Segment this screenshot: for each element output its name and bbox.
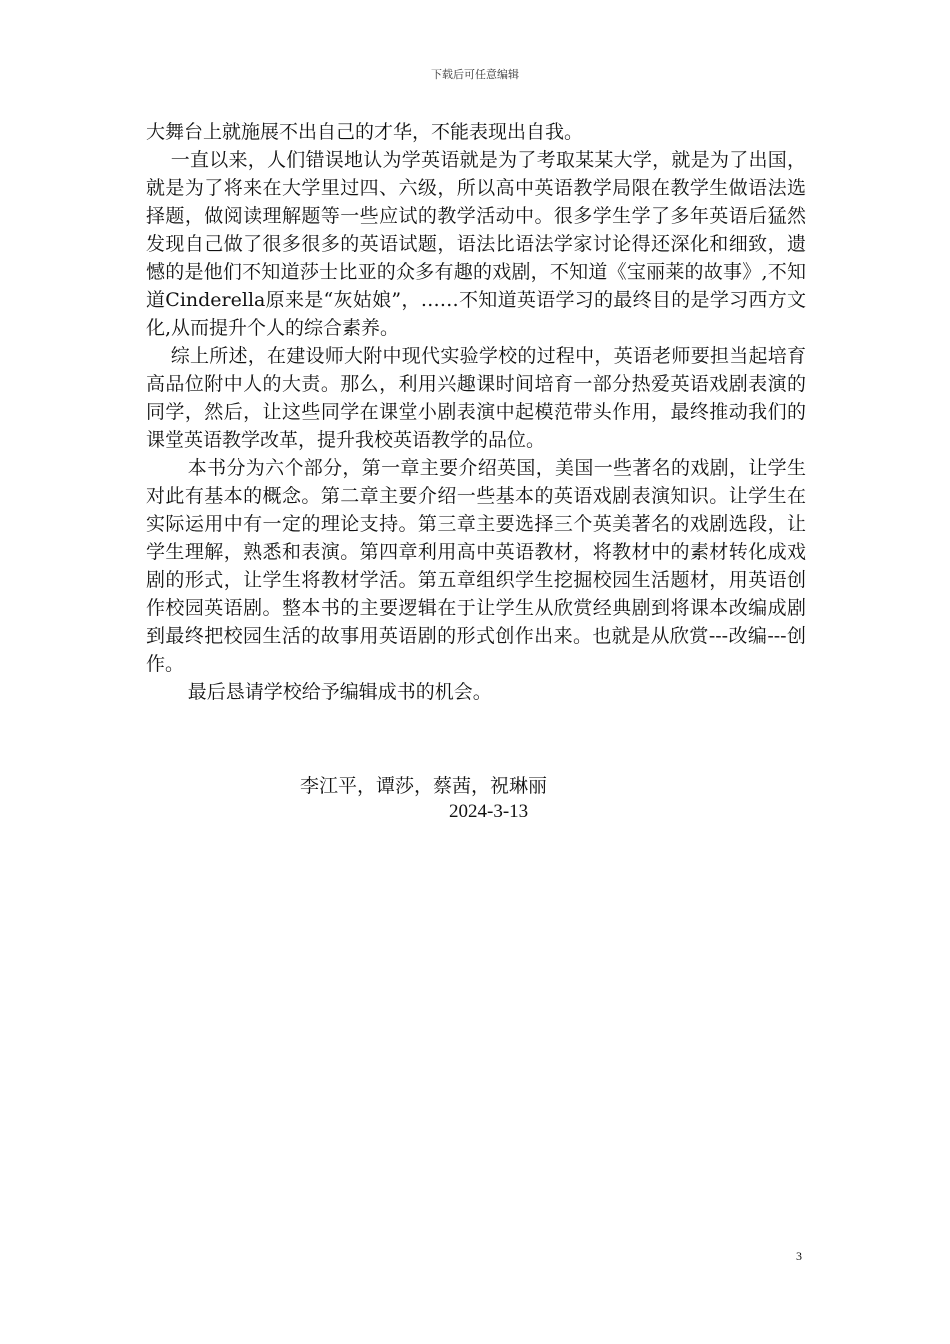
document-body [146, 118, 806, 706]
paragraph-book-structure: 本书分为六个部分，第一章主要介绍英国，美国一些著名的戏剧，让学生对此有基本的概念。第二章主要介绍一些基本的英语戏剧表演知识。让学生在实际运用中有一定的理论支持。第三章主要选择三个英美著名的戏剧选段，让学生理解，熟悉和表演。第四章利用高中英语教材，将教材中的素材转化成戏剧的形式，让学生将教材学活。第五章组织学生挖掘校园生活题材，用英语创作校园英语剧。整本书的主要逻辑在于让学生从欣赏经典剧到将课本改编成剧到最终把校园生活的故事用英语剧的形式创作出来。也就是从欣赏---改编---创作。 [146, 457, 806, 675]
author-names: 李江平，谭莎，蔡茜，祝琳丽 [300, 775, 548, 797]
page-header: 下载后可任意编辑 [431, 68, 519, 81]
signature-date: 2024-3-13 [449, 801, 529, 822]
paragraph-english-learning-misconception: 一直以来，人们错误地认为学英语就是为了考取某某大学，就是为了出国，就是为了将来在大学里过四、六级，所以高中英语教学局限在教学生做语法选择题，做阅读理解题等一些应试的教学活动中。很多学生学了多年英语后猛然发现自己做了很多很多的英语试题，语法比语法学家讨论得还深化和细致，遗憾的是他们不知道莎士比亚的众多有趣的戏剧，不知道《宝丽莱的故事》,不知道Cinderella原来是“灰姑娘”，……不知道英语学习的最终目的是学习西方文化,从而提升个人的综合素养。 [146, 149, 806, 339]
page-number: 3 [796, 1249, 802, 1263]
paragraph-summary: 综上所述，在建设师大附中现代实验学校的过程中，英语老师要担当起培育高品位附中人的大责。那么，利用兴趣课时间培育一部分热爱英语戏剧表演的同学，然后，让这些同学在课堂小剧表演中起模范带头作用，最终推动我们的课堂英语教学改革，提升我校英语教学的品位。 [146, 345, 806, 451]
paragraph-closing-request: 最后恳请学校给予编辑成书的机会。 [187, 681, 492, 703]
paragraph-continuation: 大舞台上就施展不出自己的才华，不能表现出自我。 [146, 121, 584, 143]
